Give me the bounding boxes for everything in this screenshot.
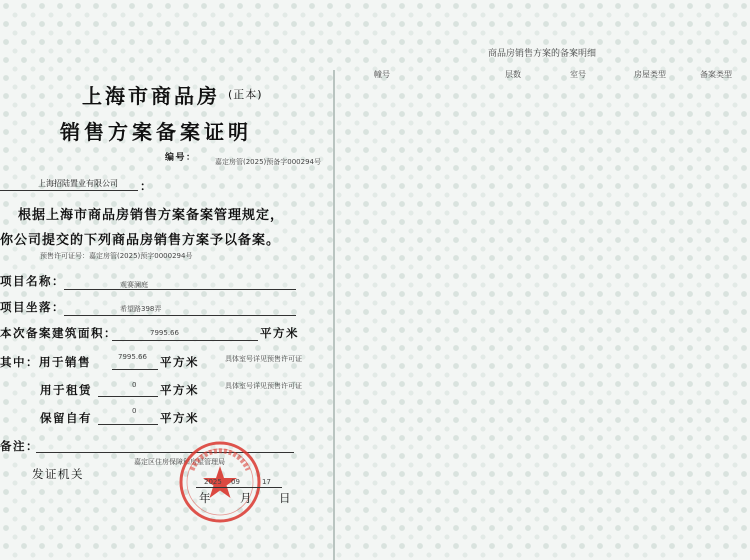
paragraph-line-1: 根据上海市商品房销售方案备案管理规定，: [18, 208, 285, 223]
project-location-label: 项目坐落：: [0, 300, 65, 314]
rent-note: 具体室号详见预售许可证: [225, 382, 302, 390]
title-line-1: 上海市商品房: [82, 84, 220, 108]
rent-value: 0: [132, 381, 137, 389]
project-location-value: 希望路398弄: [120, 305, 162, 313]
number-value: 嘉定房管(2025)预备字000294号: [215, 158, 321, 166]
detail-page: [336, 0, 750, 560]
remark-label: 备注：: [0, 439, 39, 453]
sale-label: 其中：用于销售: [0, 355, 91, 369]
area-value: 7995.66: [150, 329, 179, 337]
paragraph-line-2: 你公司提交的下列商品房销售方案予以备案。: [0, 233, 281, 248]
project-location-underline: [64, 314, 296, 316]
company-colon: ：: [140, 179, 153, 193]
detail-heading: 商品房销售方案的备案明细: [488, 49, 597, 59]
reserve-underline: [98, 423, 158, 425]
number-label: 编号：: [165, 153, 197, 163]
date-year-value: 2025: [204, 478, 222, 486]
area-underline: [112, 339, 258, 341]
presale-permit: 预售许可证号：嘉定房管(2025)预字0000294号: [40, 252, 193, 260]
date-year-label: 年: [199, 491, 212, 505]
date-month-value: 09: [231, 478, 240, 486]
area-unit: 平方米: [260, 326, 299, 340]
copy-mark: (正本): [228, 88, 263, 101]
column-header-building: 幢号: [374, 70, 390, 79]
date-month-label: 月: [240, 491, 253, 505]
project-name-label: 项目名称：: [0, 274, 65, 288]
date-day-value: 17: [262, 478, 271, 486]
sale-note: 具体室号详见预售许可证: [225, 355, 302, 363]
sale-underline: [112, 368, 158, 370]
certificate-page: [0, 0, 333, 560]
issuer-name: 嘉定区住房保障和房屋管理局: [134, 458, 225, 466]
project-name-value: 观赛澜庭: [120, 281, 148, 289]
company-underline: [0, 189, 138, 191]
date-underline: [196, 486, 282, 488]
rent-underline: [98, 395, 158, 397]
column-header-filing-type: 备案类型: [700, 70, 732, 79]
column-header-house-type: 房屋类型: [634, 70, 666, 79]
rent-label: 用于租赁: [40, 383, 92, 397]
project-name-underline: [64, 288, 296, 290]
sale-value: 7995.66: [118, 353, 147, 361]
page-divider: [333, 70, 335, 560]
issuer-label: 发证机关: [32, 467, 84, 481]
column-header-floors: 层数: [505, 70, 521, 79]
reserve-unit: 平方米: [160, 411, 199, 425]
date-day-label: 日: [279, 491, 292, 505]
sale-unit: 平方米: [160, 355, 199, 369]
area-label: 本次备案建筑面积：: [0, 326, 117, 340]
title-line-2: 销售方案备案证明: [60, 120, 252, 144]
reserve-value: 0: [132, 407, 137, 415]
column-header-room: 室号: [570, 70, 586, 79]
reserve-label: 保留自有: [40, 411, 92, 425]
rent-unit: 平方米: [160, 383, 199, 397]
company-name: 上海招陆置业有限公司: [38, 179, 118, 188]
